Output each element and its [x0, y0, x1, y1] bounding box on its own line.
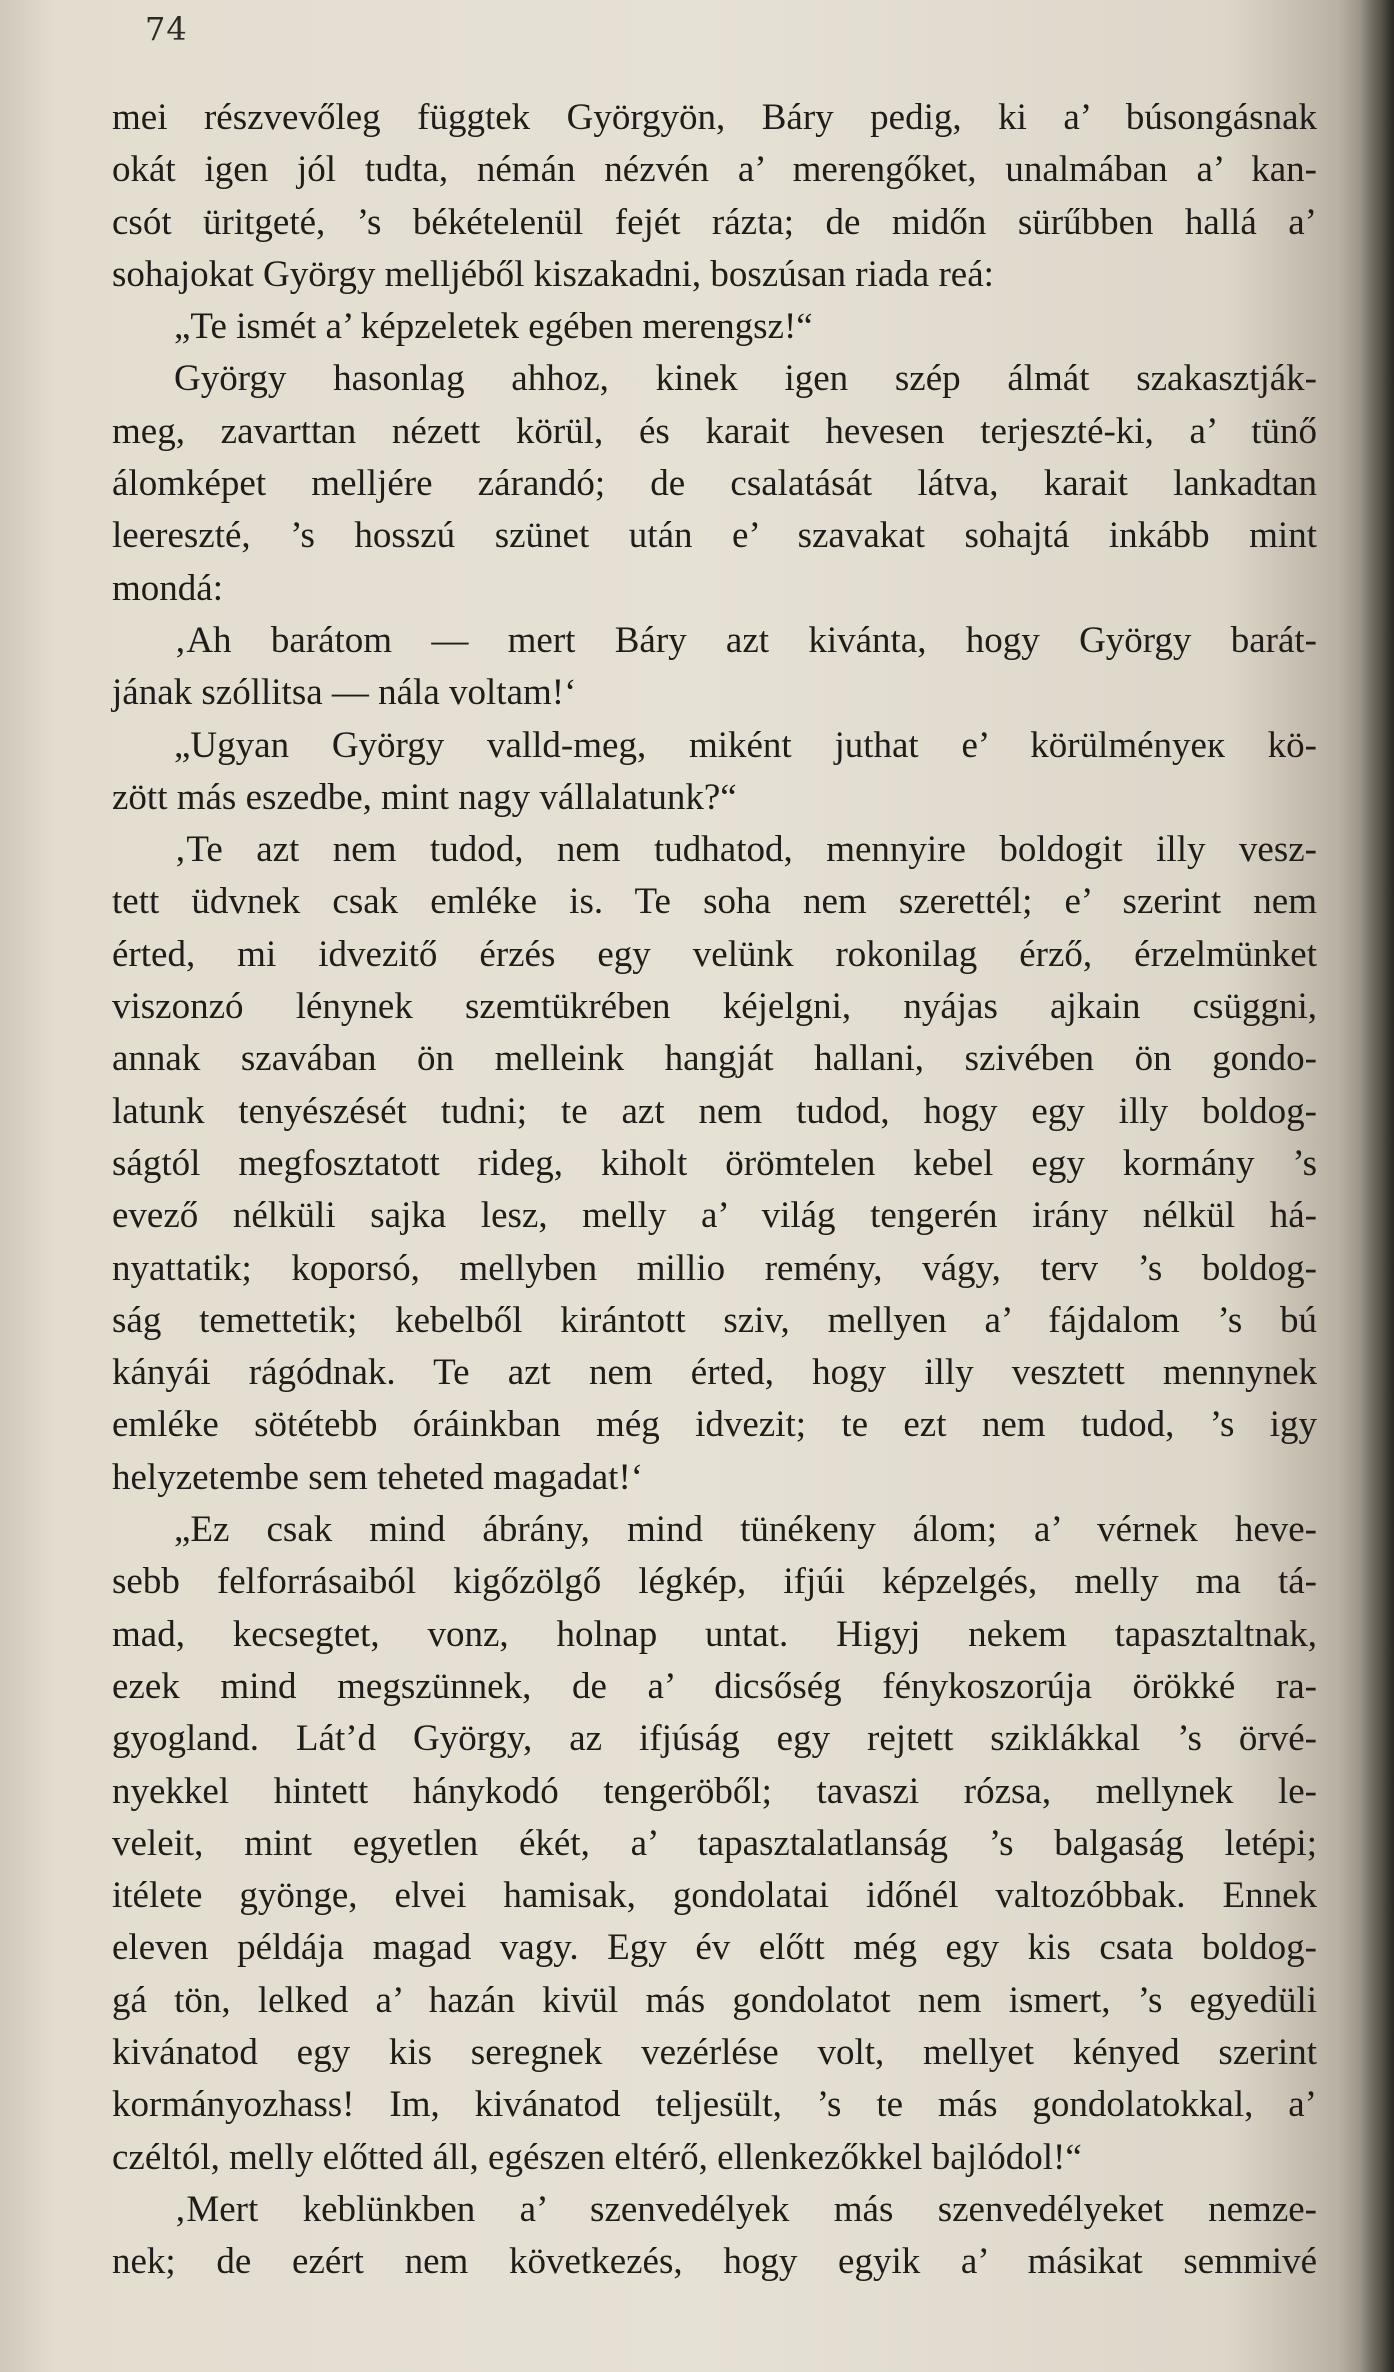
text-line: okát igen jól tudta, némán nézvén a’ merengőket, unalmában a’ kan-	[112, 149, 1317, 191]
text-line: mei részvevőleg függtek Györgyön, Báry pedig, ki a’ búsongásnak	[112, 97, 1317, 138]
text-line: czéltól, melly előtted áll, egészen eltérő, ellenkezőkkel bajlódol!“	[112, 2136, 1082, 2178]
page-edge-shadow	[1360, 0, 1394, 2372]
text-line: csót üritgeté, ’s békételenül fejét rázta; de midőn sürűbben hallá a’	[112, 201, 1317, 243]
text-line: ‚Te azt nem tudod, nem tudhatod, mennyire boldogit illy vesz-	[174, 829, 1317, 871]
text-line: nek; de ezért nem következés, hogy egyik a’ másikat semmivé	[112, 2241, 1317, 2283]
text-line: ságtól megfosztatott rideg, kiholt örömtelen kebel egy kormány ’s	[112, 1142, 1317, 1184]
text-line: György hasonlag ahhoz, kinek igen szép álmát szakasztják-	[174, 358, 1317, 400]
text-line: viszonzó lénynek szemtükrében kéjelgni, nyájas ajkain csüggni,	[112, 986, 1317, 1028]
text-line: itélete gyönge, elvei hamisak, gondolatai időnél valtozóbbak. Ennek	[112, 1875, 1317, 1917]
text-line: eleven példája magad vagy. Egy év előtt még egy kis csata boldog-	[112, 1927, 1317, 1969]
text-line: jának szóllitsa — nála voltam!‘	[112, 672, 577, 714]
text-line: „Te ismét a’ képzeletek egében merengsz!“	[174, 306, 813, 348]
text-line: „Ugyan György valld-meg, miként juthat e’ körülményeк kö-	[174, 724, 1317, 766]
text-line: kányái rágódnak. Te azt nem érted, hogy illy vesztett mennynek	[112, 1352, 1317, 1394]
page-number: 74	[145, 10, 188, 48]
text-line: helyzetembe sem teheted magadat!‘	[112, 1456, 644, 1498]
text-line: emléke sötétebb óráinkban még idvezit; te ezt nem tudod, ’s igy	[112, 1404, 1317, 1446]
text-line: mad, kecsegtet, vonz, holnap untat. Higyj nekem tapasztaltnak,	[112, 1613, 1317, 1655]
text-line: annak szavában ön melleink hangját hallani, szivében ön gondo-	[112, 1038, 1317, 1080]
text-line: ezek mind megszünnek, de a’ dicsőség fénykoszorúja örökké ra-	[112, 1665, 1317, 1707]
text-line: ‚Ah barátom — mert Báry azt kivánta, hogy György barát-	[174, 619, 1317, 661]
text-line: kormányozhass! Im, kivánatod teljesült, ’s te más gondolatokkal, a’	[112, 2084, 1317, 2126]
text-line: leereszté, ’s hosszú szünet után e’ szavakat sohajtá inkább mint	[112, 515, 1317, 557]
text-line: ‚Mert keblünkben a’ szenvedélyek más szenvedélyeket nemze-	[174, 2188, 1317, 2230]
text-line: sohajokat György melljéből kiszakadni, boszúsan riada reá:	[112, 253, 994, 295]
text-line: gá tön, lelked a’ hazán kivül más gondolatot nem ismert, ’s egyedüli	[112, 1979, 1317, 2021]
text-line: meg, zavarttan nézett körül, és karait hevesen terjeszté-ki, a’ tünő	[112, 410, 1317, 452]
text-line: érted, mi idvezitő érzés egy velünk rokonilag érző, érzelmünket	[112, 933, 1317, 975]
text-line: álomképet melljére zárandó; de csalatását látva, karait lankadtan	[112, 463, 1317, 505]
text-line: zött más eszedbe, mint nagy vállalatunk?“	[112, 776, 737, 818]
text-line: gyogland. Lát’d György, az ifjúság egy rejtett sziklákkal ’s örvé-	[112, 1718, 1317, 1760]
text-line: ság temettetik; kebelből kirántott sziv, mellyen a’ fájdalom ’s bú	[112, 1299, 1317, 1341]
text-line: kivánatod egy kis seregnek vezérlése volt, mellyet kényed szerint	[112, 2031, 1317, 2073]
text-line: evező nélküli sajka lesz, melly a’ világ tengerén irány nélkül há-	[112, 1195, 1317, 1237]
body-text	[112, 92, 1317, 2288]
text-line: latunk tenyészését tudni; te azt nem tudod, hogy egy illy boldog-	[112, 1090, 1317, 1132]
text-line: tett üdvnek csak emléke is. Te soha nem szerettél; e’ szerint nem	[112, 881, 1317, 923]
text-line: sebb felforrásaiból kigőzölgő légkép, ifjúi képzelgés, melly ma tá-	[112, 1561, 1317, 1603]
text-line: veleit, mint egyetlen ékét, a’ tapasztalatlanság ’s balgaság letépi;	[112, 1822, 1317, 1864]
text-line: nyekkel hintett hánykodó tengeröből; tavaszi rózsa, mellynek le-	[112, 1770, 1317, 1812]
text-line: mondá:	[112, 567, 223, 609]
text-line: „Ez csak mind ábrány, mind tünékeny álom; a’ vérnek heve-	[174, 1509, 1317, 1551]
text-line: nyattatik; koporsó, mellyben millio remény, vágy, terv ’s boldog-	[112, 1247, 1317, 1289]
